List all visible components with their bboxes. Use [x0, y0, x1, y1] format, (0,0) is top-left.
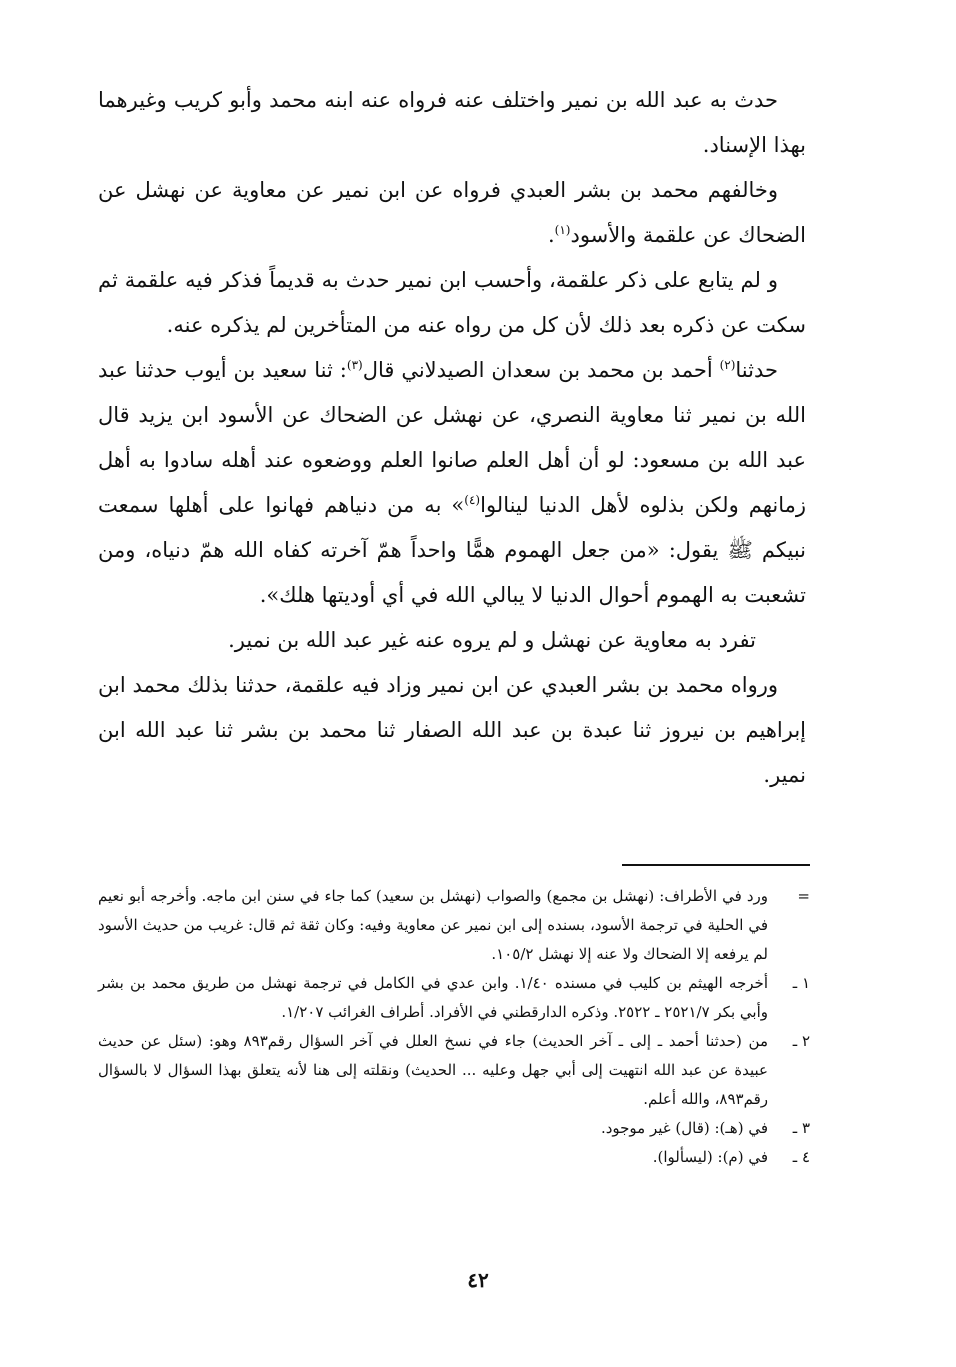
footnote-ref-1: (١) [554, 223, 571, 237]
paragraph-2-text: وخالفهم محمد بن بشر العبدي فرواه عن ابن نمير عن معاوية عن نهشل عن الضحاك عن علقمة والأسود [98, 178, 806, 247]
page-number: ٤٢ [467, 1268, 489, 1292]
footnote-text: ورد في الأطراف: (نهشل بن مجمع) والصواب (نهشل بن سعيد) كما جاء في سنن ابن ماجه. وأخرجه أبو نعيم في الحلية في ترجمة الأسود، بسنده إلى ابن نمير عن معاوية وفيه: وكان ثقة ثم قال: غريب من حديث الأسود لم يرفعه إلا الضحاك ولا عنه إلا نهشل ١٠٥/٢. [98, 887, 768, 963]
footnote-text: من (حدثنا أحمد ـ إلى ـ آخر الحديث) جاء في نسخ العلل في آخر السؤال رقم٨٩٣ وهو: (سئل عن حديث عبيدة عن عبد الله انتهيت إلى أبي جهل وعليه ... الحديث) ونقلته إلى هنا لأنه يتعلق بهذا السؤال لا بالسؤال رقم٨٩٣، والله أعلم. [98, 1032, 768, 1108]
paragraph-1 [98, 78, 806, 168]
footnote-separator [622, 864, 810, 866]
footnote-ref-2: (٢) [719, 358, 736, 372]
footnote-marker: ١ ـ [792, 974, 810, 992]
paragraph-5 [98, 618, 806, 663]
main-text [98, 78, 806, 798]
footnote-ref-3: (٣) [346, 358, 363, 372]
footnote-3 [98, 1114, 810, 1143]
footnote-text: في (هـ): (قال) غير موجود. [600, 1119, 768, 1137]
paragraph-3 [98, 258, 806, 348]
footnote-marker: ٢ ـ [792, 1032, 810, 1050]
paragraph-4-text-c: : ثنا سعيد بن أيوب حدثنا عبد الله بن نمير ثنا معاوية النصري، عن نهشل عن الضحاك عن الأسود ابن يزيد قال عبد الله بن مسعود: لو أن أهل العلم صانوا العلم ووضعوه عند أهله سادوا به أهل زمانهم ولكن بذلوه لأهل الدنيا لينالوا [98, 358, 807, 517]
footnote-continued [98, 882, 810, 969]
footnote-1 [98, 969, 810, 1027]
footnote-marker: = [797, 887, 810, 905]
paragraph-4-text-d: » به من دنياهم فهانوا على أهلها سمعت نبيكم ﷺ يقول: «من جعل الهموم همًّا واحداً همّ آخرته كفاه الله همّ دنياه، ومن تشعبت به الهموم أحوال الدنيا لا يبالي الله في أي أوديتها هلك». [98, 493, 806, 607]
footnote-marker: ٣ ـ [792, 1119, 810, 1137]
paragraph-2-end: . [547, 223, 555, 247]
paragraph-3-text: و لم يتابع على ذكر علقمة، وأحسب ابن نمير حدث به قديماً فذكر فيه علقمة ثم سكت عن ذكره بعد ذلك لأن كل من رواه عنه من المتأخرين لم يذكره عنه. [98, 268, 806, 337]
paragraph-6 [98, 663, 806, 798]
footnote-text: أخرجه الهيثم بن كليب في مسنده ١/٤٠. وابن عدي في الكامل في ترجمة نهشل من طريق محمد بن بشر وأبي بكر ٢٥٢١/٧ ـ ٢٥٢٢. وذكره الدارقطني في الأفراد. أطراف الغرائب ١/٢٠٧. [98, 974, 768, 1021]
paragraph-4 [98, 348, 806, 618]
paragraph-1-text: حدث به عبد الله بن نمير واختلف عنه فرواه عنه ابنه محمد وأبو كريب وغيرهما بهذا الإسناد. [98, 88, 806, 157]
footnote-4 [98, 1143, 810, 1172]
footnote-2 [98, 1027, 810, 1114]
footnote-text: في (م): (ليسألوا). [652, 1148, 768, 1166]
footnotes [98, 882, 810, 1172]
paragraph-5-text: تفرد به معاوية عن نهشل و لم يروه عنه غير عبد الله بن نمير. [228, 628, 756, 652]
footnote-ref-4: (٤) [464, 493, 481, 507]
paragraph-4-text-a: حدثنا [735, 358, 778, 382]
footnote-marker: ٤ ـ [792, 1148, 810, 1166]
paragraph-4-text-b: أحمد بن محمد بن سعدان الصيدلاني قال [362, 358, 720, 382]
paragraph-2 [98, 168, 806, 258]
paragraph-6-text: ورواه محمد بن بشر العبدي عن ابن نمير وزاد فيه علقمة، حدثنا بذلك محمد ابن إبراهيم بن نيروز ثنا عبدة بن عبد الله الصفار ثنا محمد بن بشر ثنا عبد الله ابن نمير. [98, 673, 806, 787]
